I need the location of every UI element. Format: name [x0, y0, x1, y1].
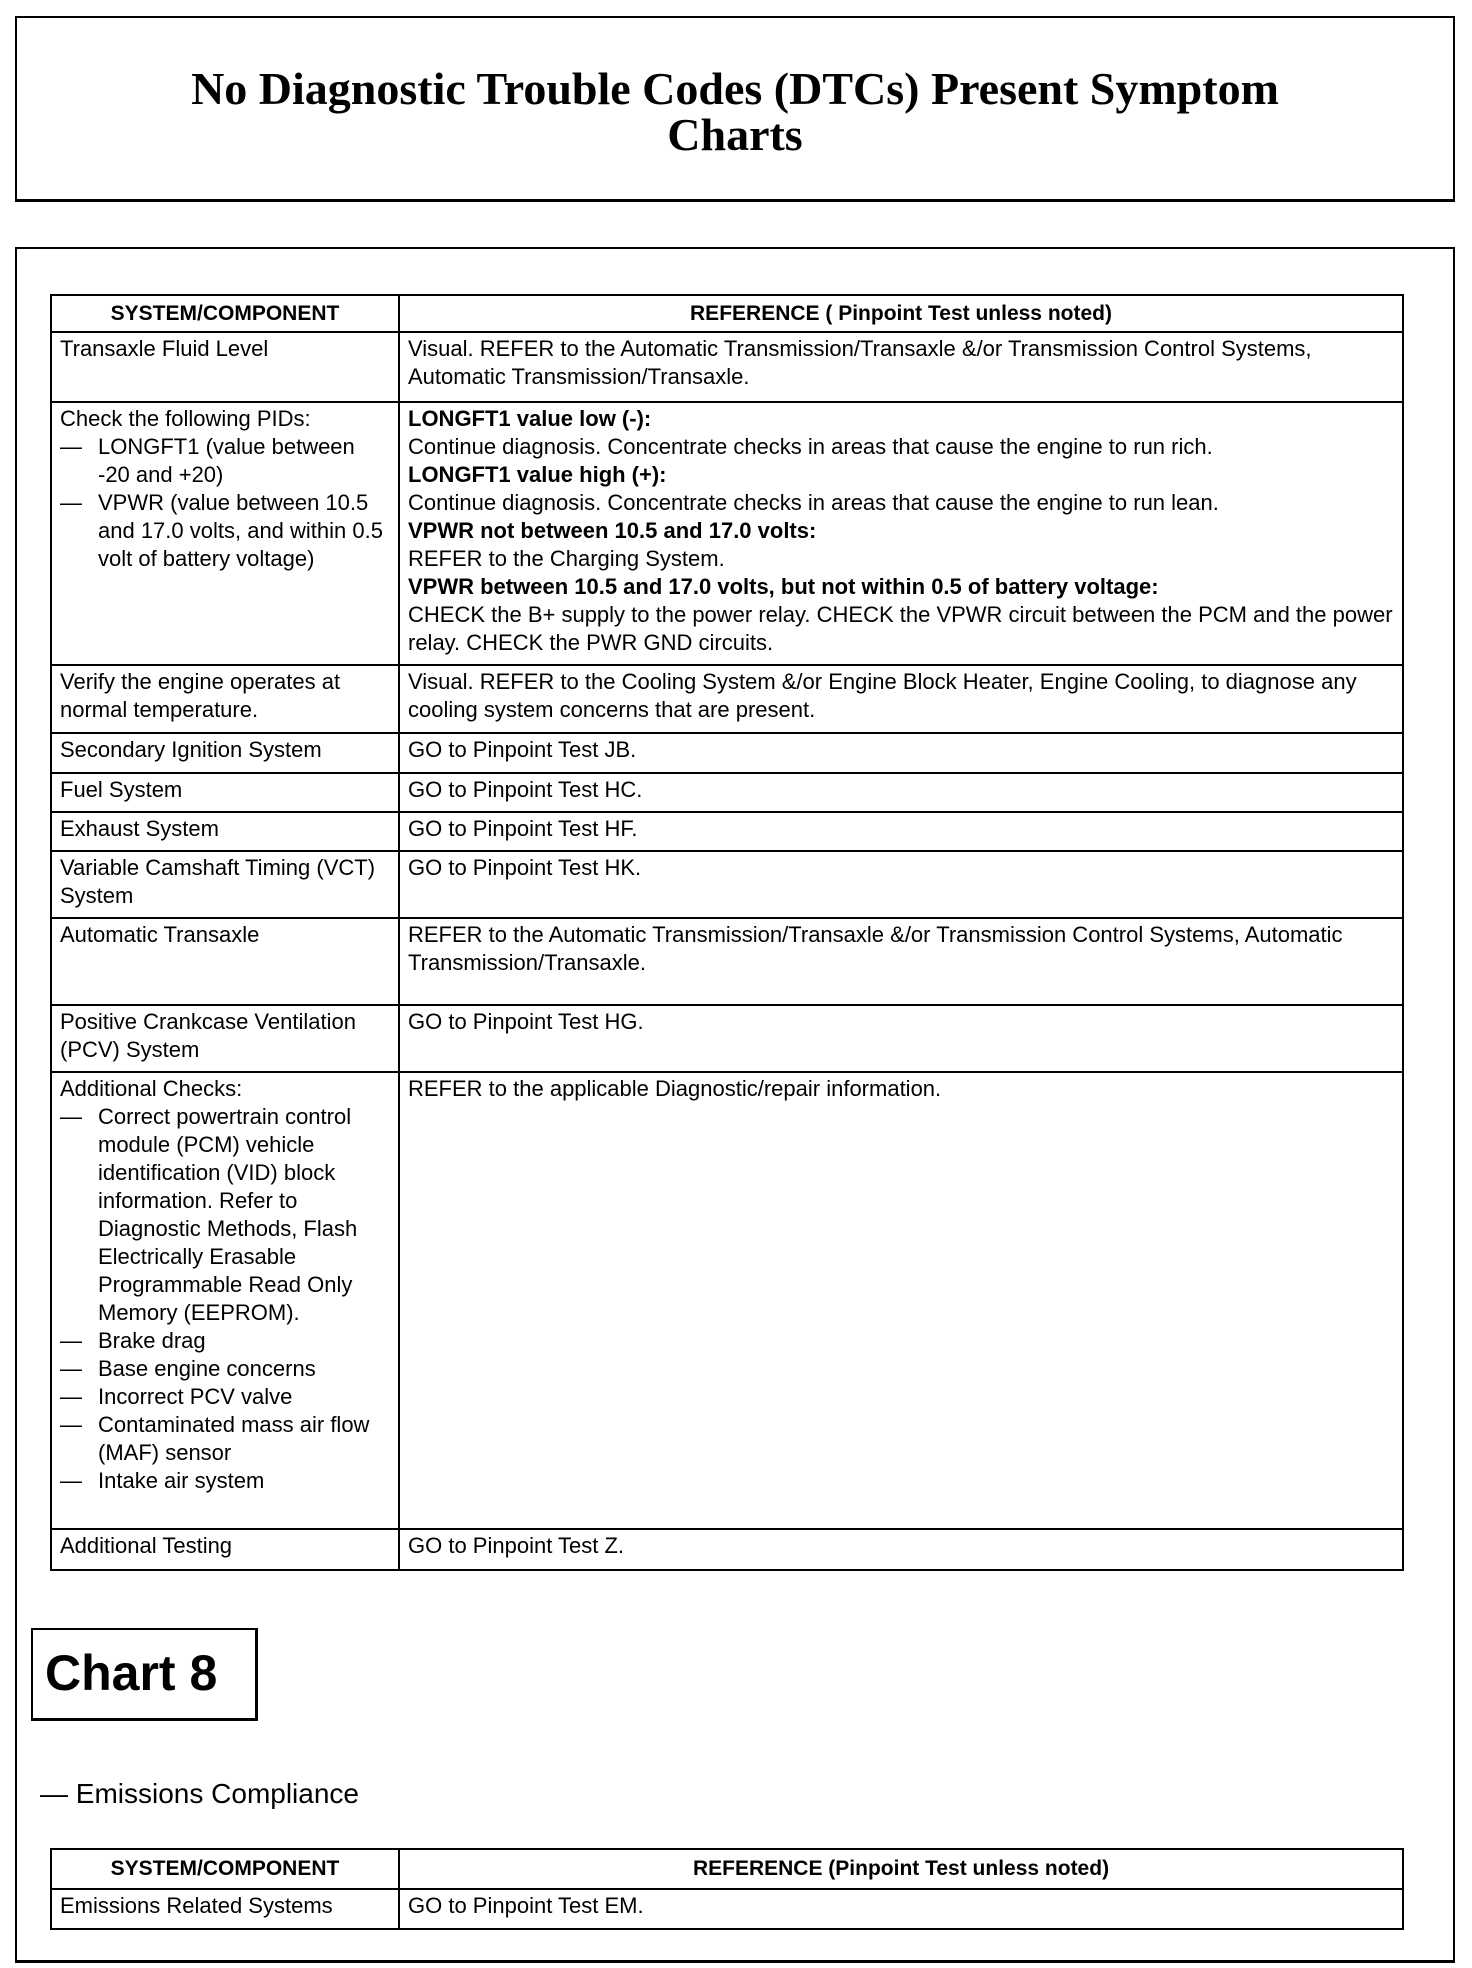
component-text: Exhaust System — [60, 816, 219, 841]
check-list-item-text: Contaminated mass air flow (MAF) sensor — [98, 1412, 370, 1465]
reference-text: Visual. REFER to the Cooling System &/or Engine Block Heater, Engine Cooling, to diagnose any cooling system concerns that are present. — [408, 669, 1357, 722]
system-component-cell — [51, 665, 399, 733]
reference-cell — [399, 332, 1403, 402]
reference-text: Visual. REFER to the Automatic Transmission/Transaxle &/or Transmission Control Systems, Automatic Transmission/Transaxle. — [408, 336, 1312, 389]
table-row — [51, 665, 1403, 733]
system-component-cell — [51, 332, 399, 402]
condition-heading: LONGFT1 value low (-): — [408, 406, 652, 431]
component-text: Positive Crankcase Ventilation (PCV) System — [60, 1009, 356, 1062]
system-component-cell — [51, 733, 399, 773]
table-row — [51, 851, 1403, 918]
table-row — [51, 773, 1403, 812]
symptom-chart-table — [50, 294, 1404, 1571]
component-text: Additional Testing — [60, 1533, 233, 1558]
table-header-row — [51, 1849, 1403, 1889]
check-list-item — [60, 1103, 390, 1327]
reference-text: GO to Pinpoint Test EM. — [408, 1893, 644, 1918]
dash-bullet: — — [60, 1104, 82, 1129]
reference-cell — [399, 1072, 1403, 1529]
reference-text: GO to Pinpoint Test Z. — [408, 1533, 625, 1558]
component-text: Check the following PIDs: — [60, 406, 311, 431]
reference-cell — [399, 665, 1403, 733]
check-list-item-text: Correct powertrain control module (PCM) vehicle identification (VID) block information. Refer to Diagnostic Methods, Flash Electrically Erasable Programmable Read Only Memory (EEPROM). — [98, 1104, 358, 1325]
column-header-system: SYSTEM/COMPONENT — [51, 1849, 399, 1889]
reference-cell — [399, 733, 1403, 773]
reference-cell — [399, 1005, 1403, 1072]
system-component-cell — [51, 1889, 399, 1929]
reference-cell — [399, 851, 1403, 918]
table-row — [51, 402, 1403, 665]
system-component-cell — [51, 402, 399, 665]
check-list-item-text: Incorrect PCV valve — [98, 1384, 293, 1409]
check-list-item-text: VPWR (value between 10.5 and 17.0 volts, and within 0.5 volt of battery voltage) — [98, 490, 383, 571]
reference-cell — [399, 918, 1403, 1005]
system-component-cell — [51, 1529, 399, 1570]
check-list-item — [60, 1327, 390, 1355]
table-header-row — [51, 295, 1403, 332]
component-text: Additional Checks: — [60, 1076, 243, 1101]
reference-cell — [399, 1529, 1403, 1570]
component-text: Emissions Related Systems — [60, 1893, 333, 1918]
check-list-item-text: Brake drag — [98, 1328, 206, 1353]
title-line-2: Charts — [667, 109, 803, 160]
system-component-cell — [51, 918, 399, 1005]
system-component-cell — [51, 1005, 399, 1072]
component-text: Verify the engine operates at normal temperature. — [60, 669, 341, 722]
check-list-item-text: LONGFT1 (value between -20 and +20) — [98, 434, 355, 487]
table-row — [51, 1889, 1403, 1929]
dash-bullet: — — [60, 1468, 82, 1493]
condition-heading: LONGFT1 value high (+): — [408, 462, 667, 487]
reference-text: REFER to the applicable Diagnostic/repair information. — [408, 1076, 942, 1101]
reference-text: GO to Pinpoint Test HC. — [408, 777, 643, 802]
check-list-item — [60, 1411, 390, 1467]
reference-text: Continue diagnosis. Concentrate checks in areas that cause the engine to run lean. — [408, 490, 1219, 515]
table-row — [51, 1072, 1403, 1529]
check-list-item — [60, 433, 390, 489]
reference-text: CHECK the B+ supply to the power relay. CHECK the VPWR circuit between the PCM and the power relay. CHECK the PWR GND circuits. — [408, 602, 1393, 655]
system-component-cell — [51, 812, 399, 851]
section-label: — Emissions Compliance — [40, 1778, 359, 1809]
table-row — [51, 918, 1403, 1005]
component-text: Variable Camshaft Timing (VCT) System — [60, 855, 376, 908]
emissions-table — [50, 1848, 1404, 1930]
check-list-item — [60, 489, 390, 573]
reference-text: GO to Pinpoint Test HG. — [408, 1009, 644, 1034]
system-component-cell — [51, 1072, 399, 1529]
reference-text: GO to Pinpoint Test HK. — [408, 855, 642, 880]
check-list-item-text: Intake air system — [98, 1468, 265, 1493]
title-box — [15, 16, 1455, 202]
reference-text: Continue diagnosis. Concentrate checks in areas that cause the engine to run rich. — [408, 434, 1213, 459]
reference-cell — [399, 402, 1403, 665]
table-row — [51, 1529, 1403, 1570]
column-header-reference: REFERENCE (Pinpoint Test unless noted) — [399, 1849, 1403, 1889]
check-list-item — [60, 1467, 390, 1495]
chart-label: Chart 8 — [31, 1628, 258, 1721]
dash-bullet: — — [60, 1328, 82, 1353]
system-component-cell — [51, 851, 399, 918]
reference-cell — [399, 773, 1403, 812]
reference-text: GO to Pinpoint Test JB. — [408, 737, 637, 762]
dash-bullet: — — [60, 1356, 82, 1381]
reference-text: REFER to the Automatic Transmission/Transaxle &/or Transmission Control Systems, Automatic Transmission/Transaxle. — [408, 922, 1343, 975]
dash-bullet: — — [60, 434, 82, 459]
component-text: Automatic Transaxle — [60, 922, 260, 947]
table-row — [51, 332, 1403, 402]
table-row — [51, 733, 1403, 773]
reference-cell — [399, 1889, 1403, 1929]
check-list-item — [60, 1355, 390, 1383]
title-line-1: No Diagnostic Trouble Codes (DTCs) Present Symptom — [191, 63, 1279, 114]
dash-bullet: — — [60, 490, 82, 515]
column-header-reference: REFERENCE ( Pinpoint Test unless noted) — [399, 295, 1403, 332]
component-text: Secondary Ignition System — [60, 737, 322, 762]
condition-heading: VPWR between 10.5 and 17.0 volts, but not within 0.5 of battery voltage: — [408, 574, 1159, 599]
column-header-system: SYSTEM/COMPONENT — [51, 295, 399, 332]
check-list-item — [60, 1383, 390, 1411]
system-component-cell — [51, 773, 399, 812]
condition-heading: VPWR not between 10.5 and 17.0 volts: — [408, 518, 817, 543]
check-list-item-text: Base engine concerns — [98, 1356, 316, 1381]
reference-text: REFER to the Charging System. — [408, 546, 725, 571]
table-row — [51, 1005, 1403, 1072]
component-text: Transaxle Fluid Level — [60, 336, 269, 361]
component-text: Fuel System — [60, 777, 183, 802]
reference-text: GO to Pinpoint Test HF. — [408, 816, 638, 841]
reference-cell — [399, 812, 1403, 851]
table-row — [51, 812, 1403, 851]
page-title — [17, 18, 1453, 158]
dash-bullet: — — [60, 1384, 82, 1409]
dash-bullet: — — [60, 1412, 82, 1437]
